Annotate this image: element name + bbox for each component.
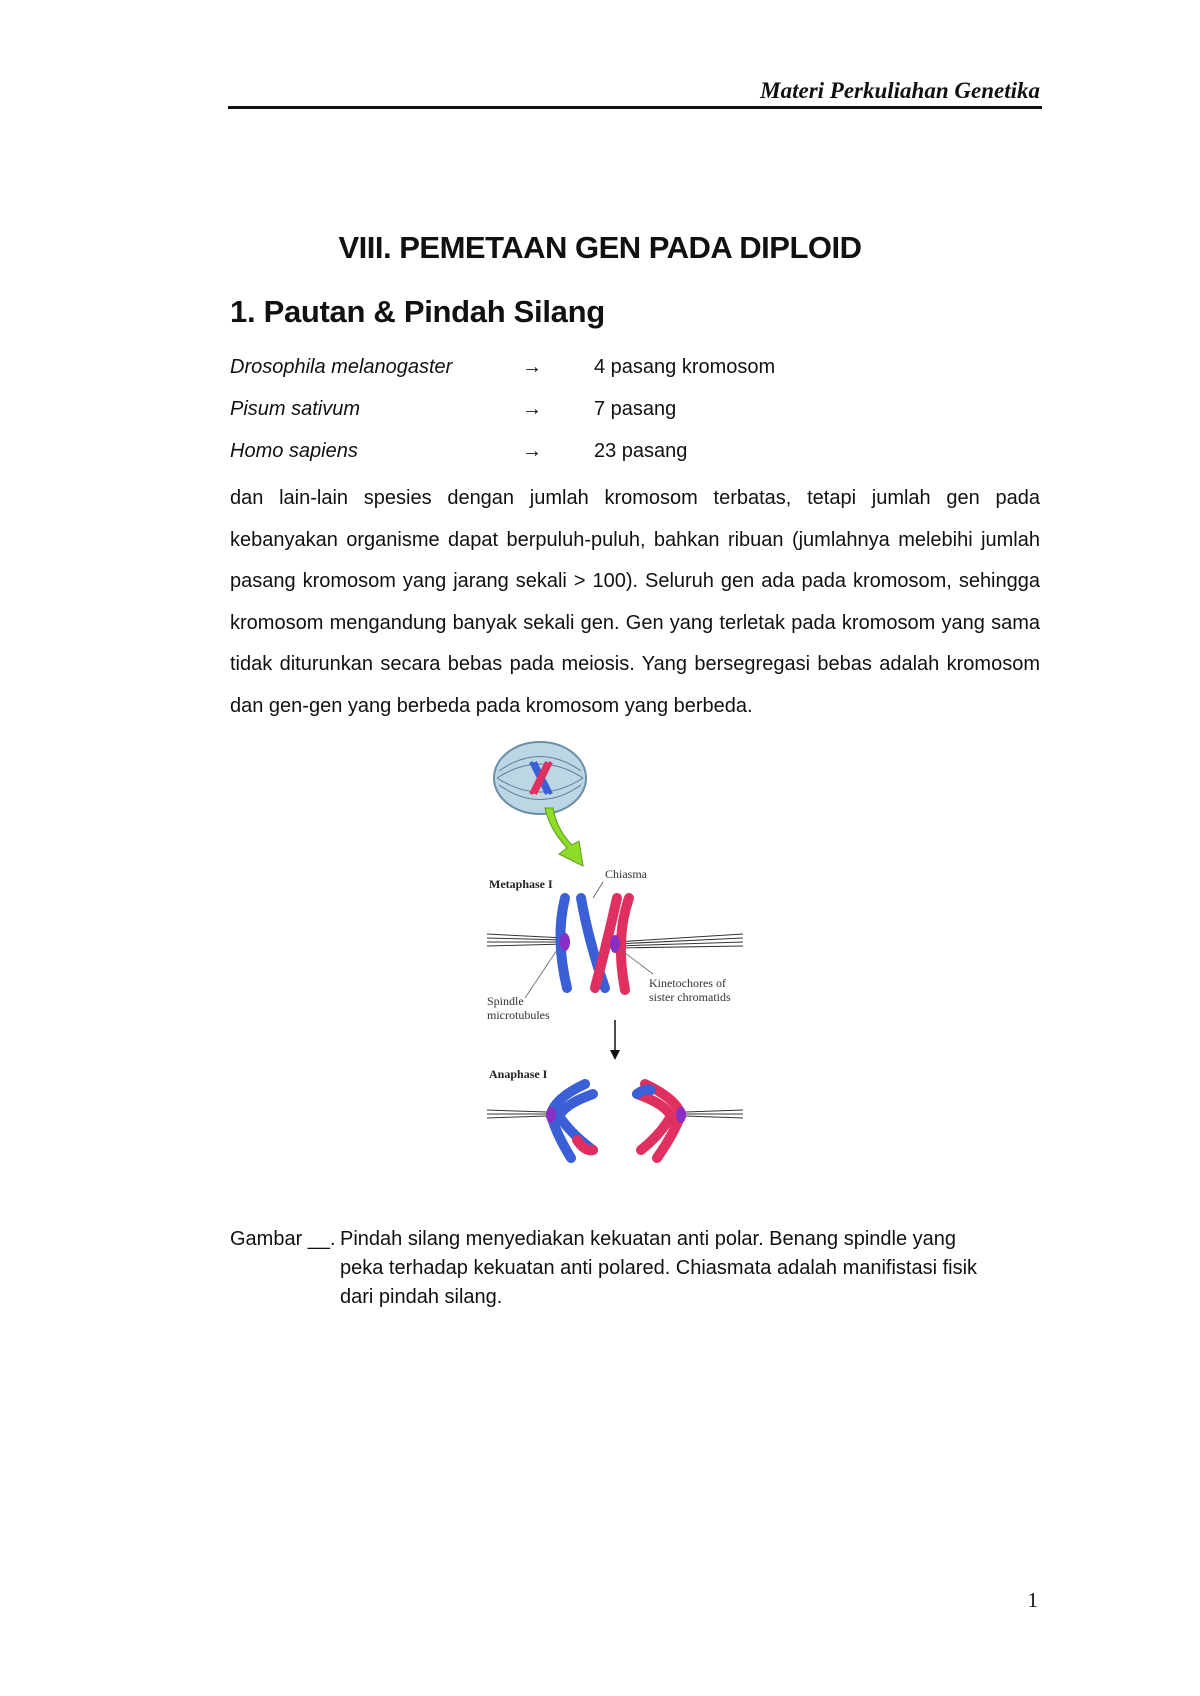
anaphase-spindle <box>487 1110 743 1118</box>
down-arrow-icon <box>610 1020 620 1060</box>
page-number: 1 <box>1027 1588 1038 1612</box>
caption-prefix: Gambar __. <box>230 1228 336 1250</box>
metaphase-chromosomes <box>560 898 629 990</box>
arrow-icon: → <box>522 440 542 462</box>
anaphase-chromosomes <box>546 1084 686 1158</box>
body-paragraph: dan lain-lain spesies dengan jumlah kromosom terbatas, tetapi jumlah gen pada kebanyakan organisme dapat berpuluh-puluh, bahkan ribuan (jumlahnya melebihi jumlah pasang kromosom yang jarang sekali > 100). Seluruh gen ada pada kromosom, sehingga kromosom mengandung banyak sekali gen. Gen yang terletak pada kromosom yang sama tidak diturunkan secara bebas pada meiosis. Yang bersegregasi bebas adalah kromosom dan gen-gen yang berbeda pada kromosom yang berbeda. <box>230 487 1040 717</box>
crossing-over-figure <box>485 738 755 1188</box>
chromosome-count: 4 pasang kromosom <box>594 356 776 378</box>
spindle-pointer <box>525 950 557 998</box>
chiasma-label: Chiasma <box>605 867 647 881</box>
arrow-icon: → <box>522 398 542 420</box>
chiasma-pointer <box>593 882 603 898</box>
caption-text: Pindah silang menyediakan kekuatan anti polar. Benang spindle yang peka terhadap kekuatan anti polared. Chiasmata adalah manifistasi fisik dari pindah silang. <box>340 1228 978 1308</box>
header-rule <box>228 106 1042 109</box>
spindle-label: microtubules <box>487 1008 550 1022</box>
section-title: 1. Pautan & Pindah Silang <box>230 294 605 329</box>
spindle-label: Spindle <box>487 994 524 1008</box>
green-arrow-icon <box>545 808 583 866</box>
kinetochores-label: sister chromatids <box>649 990 731 1004</box>
chromosome-count: 7 pasang <box>594 398 677 420</box>
anaphase-label: Anaphase I <box>489 1067 548 1081</box>
species-name: Pisum sativum <box>230 398 361 420</box>
running-header: Materi Perkuliahan Genetika <box>760 78 1040 103</box>
kinetochores-label: Kinetochores of <box>649 976 726 990</box>
species-name: Drosophila melanogaster <box>230 356 453 378</box>
cell-illustration <box>494 742 586 814</box>
chapter-title: VIII. PEMETAAN GEN PADA DIPLOID <box>338 230 862 265</box>
arrow-icon: → <box>522 356 542 378</box>
chromosome-count: 23 pasang <box>594 440 688 462</box>
species-name: Homo sapiens <box>230 440 358 462</box>
metaphase-label: Metaphase I <box>489 877 553 891</box>
